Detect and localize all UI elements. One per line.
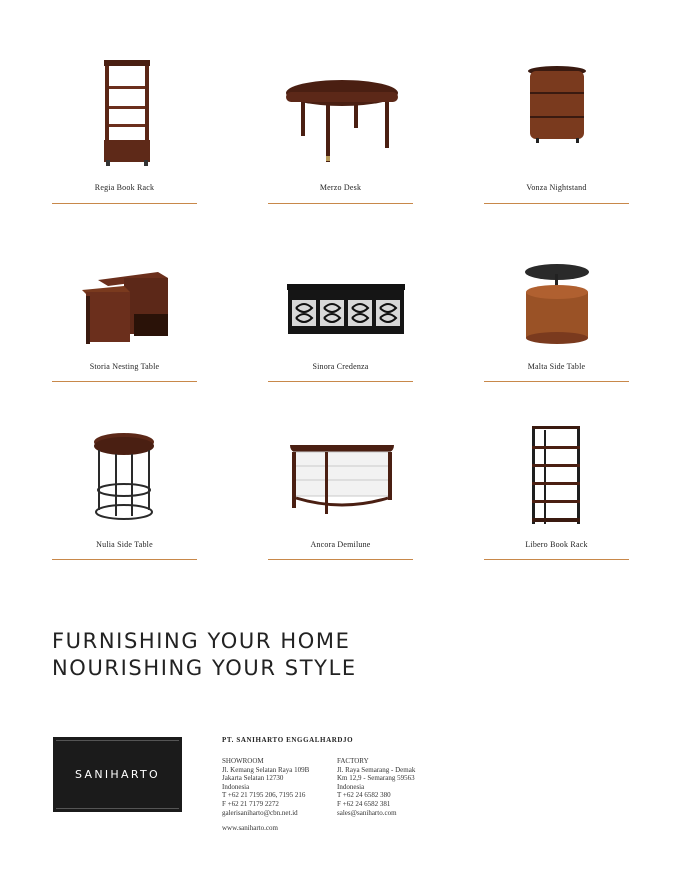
showroom-line: Indonesia [222,782,250,791]
divider [52,381,197,382]
showroom-email[interactable]: galerisaniharto@cbn.net.id [222,808,298,817]
showroom-phone: T +62 21 7195 206, 7195 216 [222,791,306,800]
product-name: Sinora Credenza [312,362,369,371]
malta-side-table-image [484,234,629,352]
factory-address [337,757,415,817]
product-name: Libero Book Rack [525,540,588,549]
showroom-fax: F +62 21 7179 2272 [222,799,279,808]
divider [484,559,629,560]
showroom-line: Jl. Kemang Selatan Raya 109B [222,765,310,774]
merzo-desk-image [268,56,413,174]
divider [268,559,413,560]
factory-line: Indonesia [337,782,365,791]
divider [268,381,413,382]
factory-title: FACTORY [337,757,369,765]
logo-top-line [56,740,179,741]
storia-nesting-table-image [52,234,197,352]
divider [484,203,629,204]
product-name: Nulia Side Table [96,540,153,549]
saniharto-logo [53,737,182,812]
website-link[interactable]: www.saniharto.com [222,824,278,832]
factory-line: Km 12,9 - Semarang 59563 [337,774,415,783]
tagline-line-2: NOURISHING YOUR STYLE [52,656,357,680]
vonza-nightstand-image [484,56,629,174]
factory-email[interactable]: sales@saniharto.com [337,808,397,817]
factory-fax: F +62 24 6582 381 [337,799,391,808]
product-name: Storia Nesting Table [89,362,160,371]
ancora-demilune-image [268,412,413,530]
regia-book-rack-image [52,56,197,174]
divider [52,559,197,560]
logo-text: SANIHARTO [75,768,160,781]
divider [268,203,413,204]
product-name: Vonza Nightstand [526,183,587,192]
product-name: Regia Book Rack [94,183,155,192]
showroom-line: Jakarta Selatan 12730 [222,774,284,783]
factory-line: Jl. Raya Semarang - Demak [337,765,416,774]
divider [484,381,629,382]
company-name: PT. SANIHARTO ENGGALHARDJO [222,736,354,744]
sinora-credenza-image [268,234,413,352]
tagline-line-1: FURNISHING YOUR HOME [52,629,351,653]
product-name: Merzo Desk [319,183,362,192]
factory-phone: T +62 24 6582 380 [337,791,391,800]
product-name: Malta Side Table [527,362,586,371]
showroom-address [222,757,309,817]
logo-bottom-line [56,808,179,809]
nulia-side-table-image [52,412,197,530]
libero-book-rack-image [484,412,629,530]
tagline [52,628,357,682]
divider [52,203,197,204]
showroom-title: SHOWROOM [222,757,264,765]
product-name: Ancora Demilune [310,540,371,549]
